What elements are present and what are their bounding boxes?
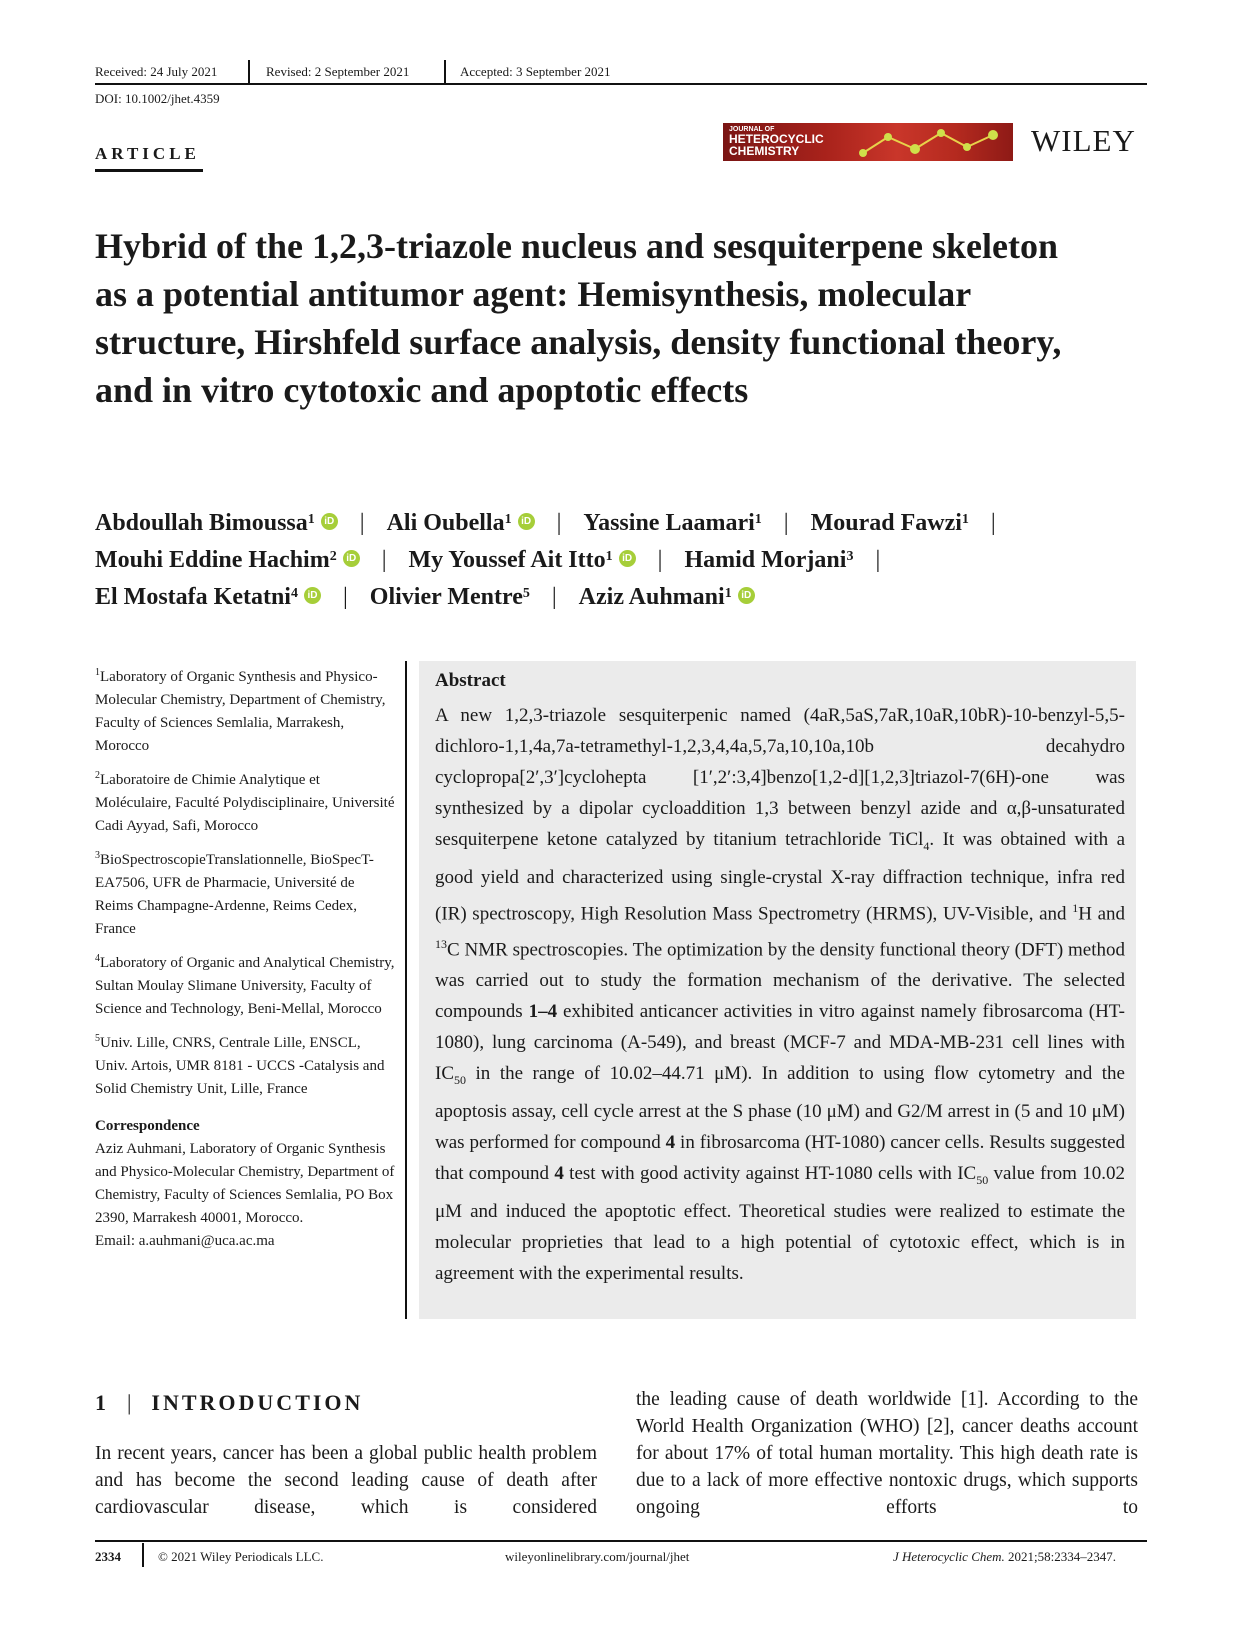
intro-right-column: the leading cause of death worldwide [1]. According to the World Health Organization (WHO) [2], cancer deaths account for about 17% of total human mortality. This high death rate is due to a lack of more effective nontoxic drugs, which supports ongoing efforts to xyxy=(636,1389,1138,1518)
author-separator: | xyxy=(783,510,789,536)
abstract-sub: 4 xyxy=(923,838,930,853)
author-name[interactable]: My Youssef Ait Itto xyxy=(408,547,606,573)
affiliations xyxy=(95,661,395,1253)
correspondence-text: Aziz Auhmani, Laboratory of Organic Synthesis and Physico-Molecular Chemistry, Department of Chemistry, Faculty of Sciences Semlalia, PO Box 2390, Marrakesh 40001, Morocco. xyxy=(95,1141,395,1226)
section-heading xyxy=(95,1390,363,1416)
abstract-span: test with good activity against HT-1080 cells with IC xyxy=(563,1163,977,1185)
abstract-span: . It was obtained with a good yield and characterized using single-crystal X-ray diffraction technique, infra red (IR) spectroscopy, High Resolution Mass Spectrometry (HRMS), UV-Visible, and xyxy=(435,829,1125,925)
abstract-span: C NMR spectroscopies. The optimization by the density functional theory (DFT) method was carried out to study the formation mechanism of the derivative. The selected compounds xyxy=(435,939,1125,1023)
author-name[interactable]: Ali Oubella xyxy=(386,510,505,536)
journal-logo[interactable] xyxy=(723,123,1013,161)
affiliation xyxy=(95,947,395,1021)
article-underline xyxy=(95,169,203,172)
author-name[interactable]: Olivier Mentre xyxy=(369,584,523,610)
header-divider xyxy=(248,60,250,84)
doi[interactable]: DOI: 10.1002/jhet.4359 xyxy=(95,91,220,106)
affiliation xyxy=(95,661,395,758)
author-affil-sup: 5 xyxy=(522,586,530,601)
author-affil-sup: 1 xyxy=(724,586,732,601)
affiliation-text: Laboratory of Organic Synthesis and Physico-Molecular Chemistry, Department of Chemistry, Faculty of Sciences Semlalia, Marrakesh, Morocco xyxy=(95,669,386,754)
journal-logo-small: JOURNAL OF xyxy=(729,126,775,133)
affiliation xyxy=(95,764,395,838)
affiliation-sup: 5 xyxy=(95,1033,100,1044)
journal-url[interactable]: wileyonlinelibrary.com/journal/jhet xyxy=(505,1549,690,1564)
revised-date: Revised: 2 September 2021 xyxy=(266,64,410,79)
abstract-span: in fibrosarcoma (HT-1080) cancer cells. Results suggested that compound xyxy=(435,1132,1126,1185)
citation-details: 2021;58:2334–2347. xyxy=(1004,1549,1117,1564)
author-name[interactable]: Hamid Morjani xyxy=(684,547,847,573)
header-dates xyxy=(95,60,1147,84)
section-bar: | xyxy=(127,1390,132,1415)
column-divider xyxy=(405,661,407,1319)
header-divider xyxy=(444,60,446,84)
author-name[interactable]: Mouhi Eddine Hachim xyxy=(95,547,330,573)
author-affil-sup: 2 xyxy=(329,549,337,564)
affiliation-sup: 3 xyxy=(95,850,100,861)
affiliation-text: Laboratoire de Chimie Analytique et Moléculaire, Faculté Polydisciplinaire, Université Cadi Ayyad, Safi, Morocco xyxy=(95,772,395,834)
abstract-heading: Abstract xyxy=(435,670,506,691)
compound-ref: 4 xyxy=(554,1163,564,1185)
abstract-span: in the range of 10.02–44.71 μM). In addition to using flow cytometry and the apoptosis assay, cell cycle arrest at the S phase (10 μM) and G2/M arrest in (5 and 10 μM) was performed for compound xyxy=(435,1063,1125,1154)
abstract-span: A new 1,2,3-triazole sesquiterpenic named (4aR,5aS,7aR,10aR,10bR)-10-benzyl-5,5-dichloro-1,1,4a,7a-tetramethyl-1,2,3,4,4a,5,7a,10,10a,10b decahydro cyclopropa[2′,3′]cyclohepta [1′,2′:3,4]benzo[1,2-d][1,2,3]triazol-7(6H)-one was synthesized by a dipolar cycloaddition 1,3 between benzyl azide and α,β-unsaturated sesquiterpene ketone catalyzed by titanium tetrachloride TiCl xyxy=(435,705,1125,850)
affiliation-sup: 1 xyxy=(95,667,100,678)
abstract-text xyxy=(435,700,1125,1289)
journal-logo-text xyxy=(729,133,824,157)
author-name[interactable]: Abdoullah Bimoussa xyxy=(95,510,308,536)
author-affil-sup: 1 xyxy=(504,512,512,527)
intro-left-column: In recent years, cancer has been a global public health problem and has become the second leading cause of death after cardiovascular disease, which is considered xyxy=(95,1443,597,1518)
orcid-icon[interactable]: iD xyxy=(738,587,755,604)
accepted-date: Accepted: 3 September 2021 xyxy=(460,64,611,79)
author-affil-sup: 1 xyxy=(605,549,613,564)
author-affil-sup: 1 xyxy=(961,512,969,527)
author-separator: | xyxy=(875,547,881,573)
abstract-span: value from 10.02 μM and induced the apoptotic effect. Theoretical studies were realized to estimate the molecular proprieties that lead to a high potential of cytotoxic effect, which is in agreement with the experimental results. xyxy=(435,1163,1125,1285)
author-affil-sup: 3 xyxy=(846,549,854,564)
received-date: Received: 24 July 2021 xyxy=(95,64,218,79)
footer-divider xyxy=(142,1543,144,1567)
orcid-icon[interactable]: iD xyxy=(304,587,321,604)
abstract-sub: 50 xyxy=(454,1073,466,1088)
article-title: Hybrid of the 1,2,3-triazole nucleus and sesquiterpene skeleton as a potential antitumor agent: Hemisynthesis, molecular structure, Hirshfeld surface analysis, density functional theory, and in vitro cytotoxic and apoptotic effects xyxy=(95,226,1062,410)
author-row xyxy=(95,579,1155,616)
author-separator: | xyxy=(657,547,663,573)
author-name[interactable]: Yassine Laamari xyxy=(583,510,755,536)
abstract-sup: 13 xyxy=(435,937,447,952)
journal-logo-line2: CHEMISTRY xyxy=(729,144,800,158)
footer-rule xyxy=(95,1540,1147,1542)
journal-abbrev: J Heterocyclic Chem. xyxy=(893,1549,1005,1564)
author-separator: | xyxy=(342,584,348,610)
author-row xyxy=(95,505,1155,542)
author-separator: | xyxy=(359,510,365,536)
affiliation xyxy=(95,1027,395,1101)
author-name[interactable]: Aziz Auhmani xyxy=(578,584,725,610)
author-name[interactable]: Mourad Fawzi xyxy=(810,510,962,536)
correspondence-email[interactable]: Email: a.auhmani@uca.ac.ma xyxy=(95,1233,275,1249)
author-row xyxy=(95,542,1155,579)
author-separator: | xyxy=(556,510,562,536)
compound-ref: 1–4 xyxy=(528,1001,558,1023)
section-title: INTRODUCTION xyxy=(151,1390,364,1415)
page-number: 2334 xyxy=(95,1549,121,1564)
publisher-logo[interactable]: WILEY xyxy=(1031,123,1136,158)
compound-ref: 4 xyxy=(665,1132,676,1154)
author-separator: | xyxy=(551,584,557,610)
author-separator: | xyxy=(990,510,996,536)
orcid-icon[interactable]: iD xyxy=(343,550,360,567)
author-affil-sup: 4 xyxy=(290,586,298,601)
author-separator: | xyxy=(381,547,387,573)
affiliation-text: BioSpectroscopieTranslationnelle, BioSpecT-EA7506, UFR de Pharmacie, Université de Reims Champagne-Ardenne, Reims Cedex, France xyxy=(95,852,374,937)
orcid-icon[interactable]: iD xyxy=(619,550,636,567)
abstract-span: exhibited anticancer activities in vitro against namely fibrosarcoma (HT-1080), lung carcinoma (A-549), and breast (MCF-7 and MDA-MB-231 cell lines with IC xyxy=(435,1001,1125,1085)
abstract-sub: 50 xyxy=(976,1173,989,1188)
orcid-icon[interactable]: iD xyxy=(518,513,535,530)
affiliation-text: Laboratory of Organic and Analytical Chemistry, Sultan Moulay Slimane University, Faculty of Science and Technology, Beni-Mellal, Morocco xyxy=(95,955,395,1017)
journal-logo-line1: HETEROCYCLIC xyxy=(729,132,824,146)
orcid-icon[interactable]: iD xyxy=(321,513,338,530)
molecule-graphic-icon xyxy=(843,123,1013,161)
author-affil-sup: 1 xyxy=(307,512,315,527)
author-name[interactable]: El Mostafa Ketatni xyxy=(95,584,291,610)
author-affil-sup: 1 xyxy=(754,512,762,527)
affiliation-sup: 4 xyxy=(95,953,100,964)
copyright: © 2021 Wiley Periodicals LLC. xyxy=(158,1549,324,1564)
article-label: ARTICLE xyxy=(95,144,200,163)
abstract-sup: 1 xyxy=(1072,900,1079,915)
abstract-span: H and xyxy=(1078,903,1126,925)
affiliation xyxy=(95,844,395,941)
correspondence-heading: Correspondence xyxy=(95,1118,200,1134)
citation xyxy=(893,1549,1116,1565)
section-number: 1 xyxy=(95,1390,109,1415)
affiliation-sup: 2 xyxy=(95,770,100,781)
author-list xyxy=(95,505,1155,616)
affiliation-text: Univ. Lille, CNRS, Centrale Lille, ENSCL, Univ. Artois, UMR 8181 - UCCS -Catalysis and Solid Chemistry Unit, Lille, France xyxy=(95,1035,385,1097)
header-rule xyxy=(95,83,1147,85)
